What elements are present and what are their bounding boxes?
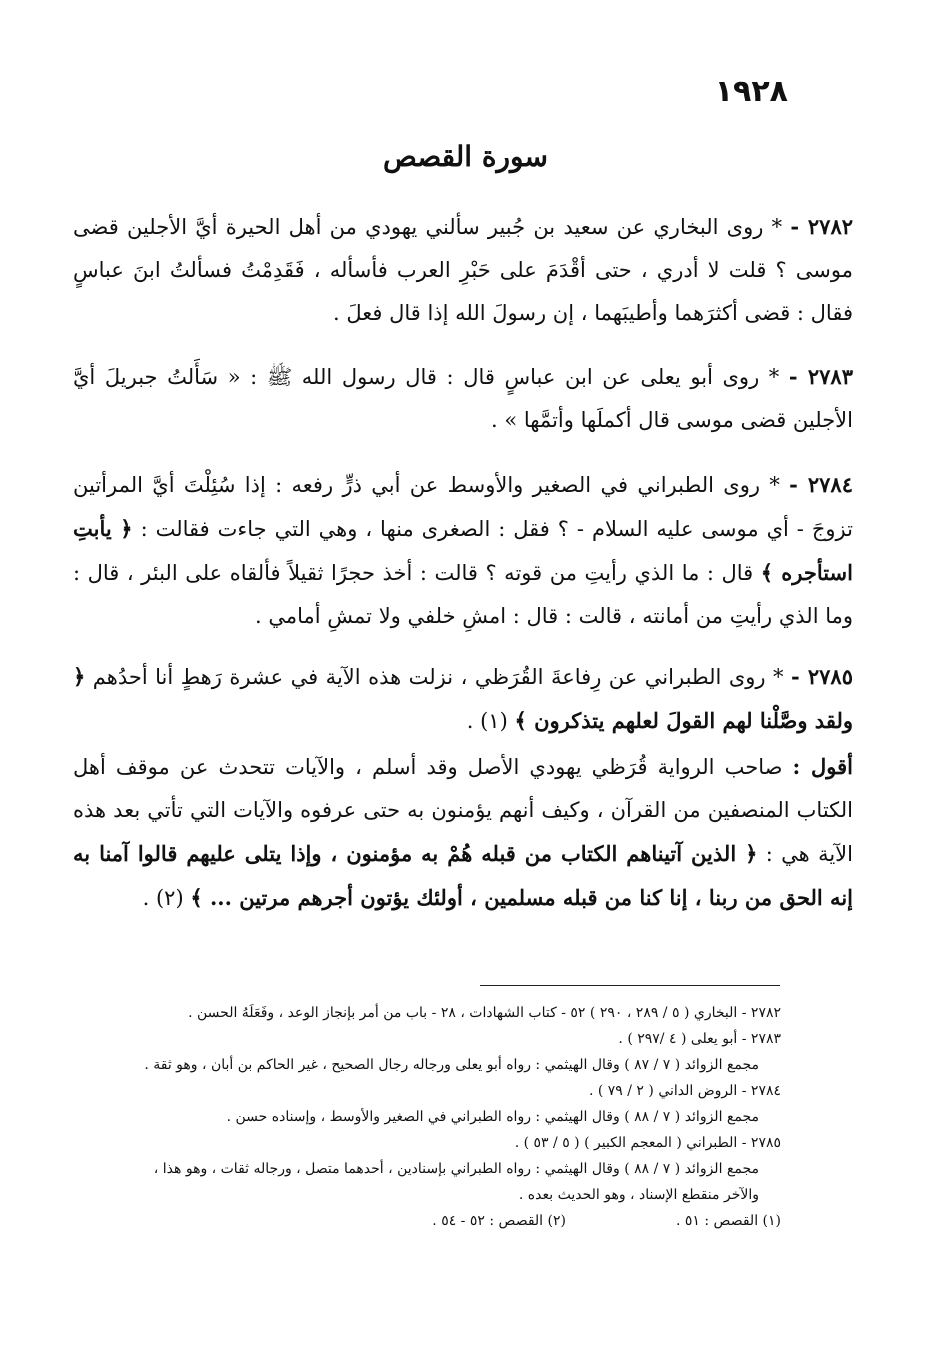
reference-line: مجمع الزوائد ( ٧ / ٨٨ ) وقال الهيثمي : رواه الطبراني بإسنادين ، أحدهما متصل ، ورجاله ثقات ، وهو هذا ، [153, 1161, 759, 1177]
surah-title: سورة القصص [383, 140, 548, 173]
hadith-number: ٢٧٨٤ - [789, 472, 853, 497]
quran-quote: ﴿ ولقد وصَّلْنا لهم القولَ لعلهم يتذكرون ﴾ [73, 664, 853, 733]
page-number: ١٩٢٨ [714, 74, 788, 109]
hadith-number: ٢٧٨٥ - [791, 664, 853, 689]
footnotes-row [101, 1208, 781, 1234]
reference-line: ٢٧٨٤ - الروض الداني ( ٢ / ٧٩ ) . [588, 1083, 781, 1099]
hadith-text: * روى الطبراني في الصغير والأوسط عن أبي ذرٍّ رفعه : إذا سُئِلْتَ أيَّ المرأتين تزوجَ - أي موسى عليه السلام - ؟ فقل : الصغرى منها ، وهي التي جاءت فقالت : [73, 473, 853, 541]
reference-line: ٢٧٨٥ - الطبراني ( المعجم الكبير ) ( ٥ / ٥٣ ) . [514, 1135, 781, 1151]
hadith-entry [73, 463, 853, 638]
hadith-number: ٢٧٨٢ - [790, 214, 854, 239]
hadith-number: ٢٧٨٣ - [788, 364, 853, 389]
quran-quote: ﴿ الذين آتيناهم الكتاب من قبله هُمْ به مؤمنون ، وإذا يتلى عليهم قالوا آمنا به إنه الحق من ربنا ، إنا كنا من قبله مسلمين ، أولئك يؤتون أجرهم مرتين ... ﴾ [73, 841, 853, 910]
reference-line: مجمع الزوائد ( ٧ / ٨٧ ) وقال الهيثمي : رواه أبو يعلى ورجاله رجال الصحيح ، غير الحاكم بن أبان ، وهو ثقة . [144, 1057, 759, 1073]
hadith-text: * روى أبو يعلى عن ابن عباسٍ قال : قال رسول الله ﷺ : « سَأَلتُ جبريلَ أيَّ الأجلين قضى موسى قال أكملَها وأتمَّها » . [73, 365, 853, 432]
reference-line: مجمع الزوائد ( ٧ / ٨٨ ) وقال الهيثمي : رواه الطبراني في الصغير والأوسط ، وإسناده حسن . [226, 1109, 759, 1125]
footnote-ref: (٢) . [142, 886, 184, 910]
reference-line: ٢٧٨٣ - أبو يعلى ( ٤ /٢٩٧ ) . [618, 1031, 781, 1047]
reference-line: والآخر منقطع الإسناد ، وهو الحديث بعده . [518, 1187, 759, 1203]
comment-label: أقول : [792, 754, 853, 779]
hadith-entry [73, 655, 853, 743]
footnote-1: (١) القصص : ٥١ . [675, 1213, 781, 1229]
reference-line: ٢٧٨٢ - البخاري ( ٥ / ٢٨٩ ، ٢٩٠ ) ٥٢ - كتاب الشهادات ، ٢٨ - باب من أمر بإنجاز الوعد ، وفَعَلَهُ الحسن . [188, 1005, 781, 1021]
footnote-divider [480, 985, 780, 986]
hadith-text: * روى البخاري عن سعيد بن جُبير سألني يهودي من أهل الحيرة أيَّ الأجلين قضى موسى ؟ قلت لا أدري ، حتى أقْدَمَ على حَبْرِ العرب فأسأله ، فَقَدِمْتُ فسألتُ ابنَ عباسٍ فقال : قضى أكثرَهما وأطيبَهما ، إن رسولَ الله إذا قال فعلَ . [73, 215, 853, 325]
hadith-entry [73, 205, 853, 335]
footnote-ref: (١) . [466, 709, 508, 733]
comment-text: صاحب الرواية قُرَظي يهودي الأصل وقد أسلم ، والآيات تتحدث عن موقف أهل الكتاب المنصفين من القرآن ، وكيف أنهم يؤمنون به حتى عرفوه والآيات التي تأتي بعد هذه الآية هي : [73, 755, 853, 866]
references-section [101, 1000, 781, 1234]
author-comment [73, 745, 853, 920]
quran-quote: ﴿ يأبتِ استأجره ﴾ [73, 516, 853, 585]
footnote-2: (٢) القصص : ٥٢ - ٥٤ . [432, 1213, 566, 1229]
hadith-text: * روى الطبراني عن رِفاعةَ القُرَظي ، نزلت هذه الآية في عشرة رَهطٍ أنا أحدُهم [92, 665, 784, 689]
hadith-text-continued: قال : ما الذي رأيتِ من قوته ؟ قالت : أخذ حجرًا ثقيلاً فألقاه على البئر ، قال : وما الذي رأيتِ من أمانته ، قالت : قال : امشِ خلفي ولا تمشِ أمامي . [73, 561, 853, 628]
hadith-entry [73, 355, 853, 442]
